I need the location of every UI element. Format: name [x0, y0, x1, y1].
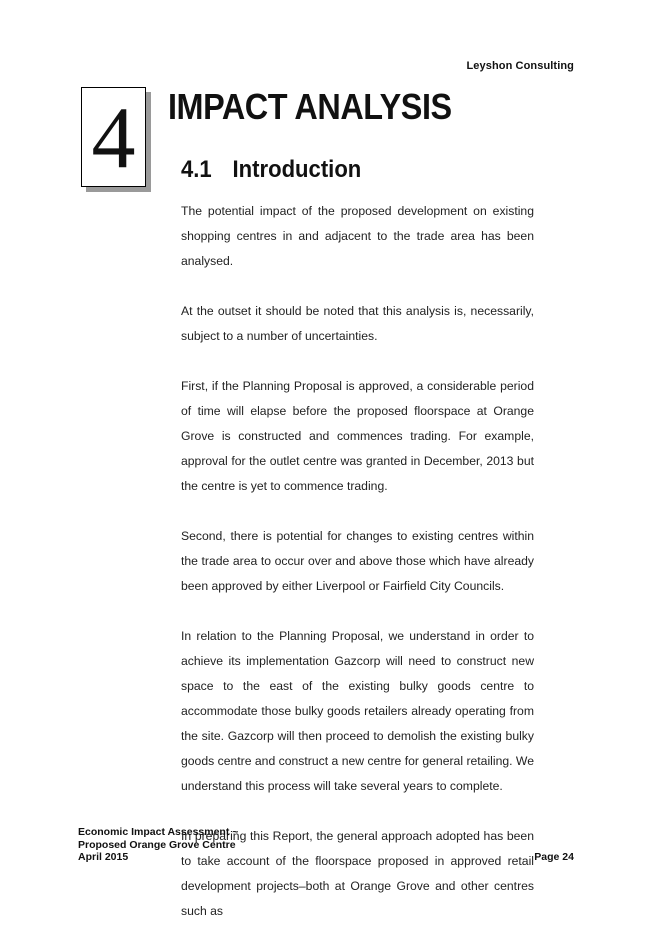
section-heading [181, 156, 361, 184]
section-number: 4.1 [181, 156, 212, 183]
paragraph: In preparing this Report, the general approach adopted has been to take account of the floorspace proposed in approved retail development projects–both at Orange Grove and other centres such as [181, 829, 534, 918]
header-company-name: Leyshon Consulting [466, 60, 574, 72]
paragraph: First, if the Planning Proposal is approved, a considerable period of time will elapse before the proposed floorspace at Orange Grove is constructed and commences trading. For example, approval for the outlet centre was granted in December, 2013 but the centre is yet to commence trading. [181, 379, 534, 493]
section-title: Introduction [232, 156, 362, 183]
footer-document-info [78, 826, 238, 864]
chapter-number: 4 [91, 90, 136, 187]
paragraph: In relation to the Planning Proposal, we understand in order to achieve its implementation Gazcorp will need to construct new space to the east of the existing bulky goods centre to accommodate those bulky goods retailers already operating from the site. Gazcorp will then proceed to demolish the existing bulky goods centre and construct a new centre for general retailing. We understand this process will take several years to complete. [181, 629, 534, 793]
paragraph: Second, there is potential for changes to existing centres within the trade area to occur over and above those which have already been approved by either Liverpool or Fairfield City Councils. [181, 529, 534, 593]
paragraph: At the outset it should be noted that this analysis is, necessarily, subject to a number of uncertainties. [181, 304, 534, 343]
page-number: Page 24 [534, 851, 574, 863]
chapter-number-box [81, 87, 146, 187]
footer-date: April 2015 [78, 851, 129, 863]
paragraph: The potential impact of the proposed development on existing shopping centres in and adjacent to the trade area has been analysed. [181, 204, 534, 268]
chapter-title: IMPACT ANALYSIS [168, 86, 452, 127]
footer-report-subtitle: Proposed Orange Grove Centre [78, 838, 236, 851]
footer-report-title: Economic Impact Assessment ~ [78, 826, 239, 838]
